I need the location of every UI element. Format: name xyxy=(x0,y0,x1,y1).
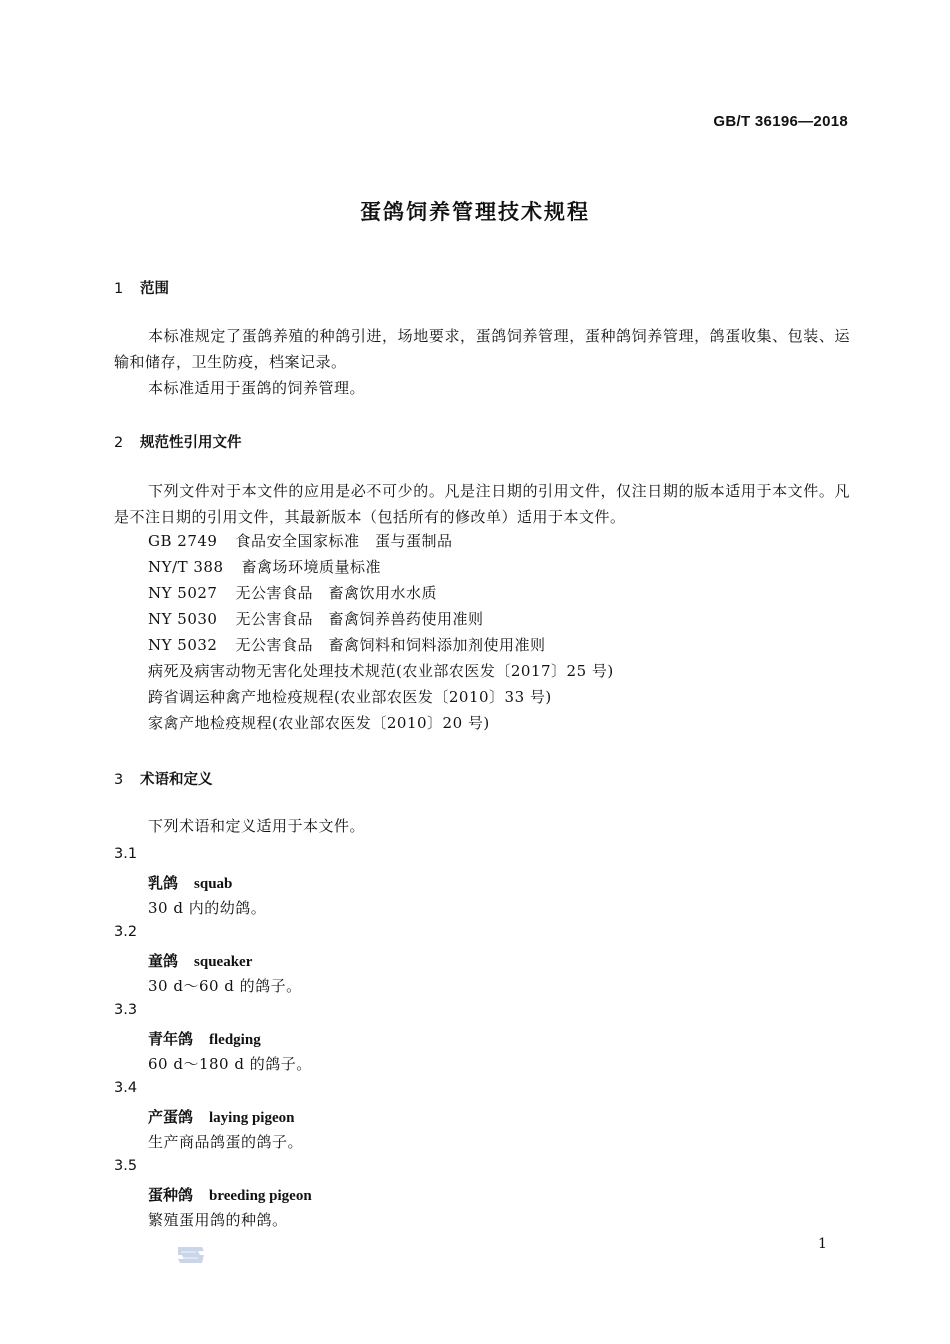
term-heading xyxy=(148,872,232,893)
section-number: 1 xyxy=(114,281,124,297)
term-number: 3.5 xyxy=(114,1158,138,1174)
reference-item xyxy=(148,530,452,551)
reference-item xyxy=(148,608,484,629)
term-number: 3.4 xyxy=(114,1080,138,1096)
term-number: 3.2 xyxy=(114,924,138,940)
section-2-paragraph: 下列文件对于本文件的应用是必不可少的。凡是注日期的引用文件，仅注日期的版本适用于本文件。凡是不注日期的引用文件，其最新版本（包括所有的修改单）适用于本文件。 xyxy=(114,482,850,526)
term-heading xyxy=(148,1106,294,1127)
term-heading xyxy=(148,1028,261,1049)
term-chinese: 童鸽 xyxy=(148,952,179,970)
reference-item xyxy=(148,634,546,655)
reference-code: NY 5027 xyxy=(148,584,218,602)
term-chinese: 青年鸽 xyxy=(148,1030,194,1048)
section-3-intro: 下列术语和定义适用于本文件。 xyxy=(148,817,366,835)
section-number: 3 xyxy=(114,772,124,788)
reference-document: 跨省调运种禽产地检疫规程(农业部农医发〔2010〕33 号) xyxy=(148,688,552,706)
term-english: breeding pigeon xyxy=(209,1188,312,1204)
section-1-paragraph-2: 本标准适用于蛋鸽的饲养管理。 xyxy=(148,379,366,397)
term-number: 3.1 xyxy=(114,846,138,862)
reference-code: NY/T 388 xyxy=(148,558,224,576)
reference-title: 畜禽场环境质量标准 xyxy=(241,558,381,576)
term-heading xyxy=(148,950,252,971)
reference-item xyxy=(148,582,437,603)
section-title: 范围 xyxy=(140,281,169,297)
document-title: 蛋鸽饲养管理技术规程 xyxy=(360,200,590,224)
section-number: 2 xyxy=(114,435,124,451)
term-definition: 60 d～180 d 的鸽子。 xyxy=(148,1055,312,1073)
term-english: fledging xyxy=(209,1032,261,1048)
term-definition: 30 d 内的幼鸽。 xyxy=(148,899,267,917)
sac-logo-icon xyxy=(176,1244,206,1266)
section-1-paragraph-1: 本标准规定了蛋鸽养殖的种鸽引进，场地要求，蛋鸽饲养管理，蛋种鸽饲养管理，鸽蛋收集、包装、运输和储存，卫生防疫，档案记录。 xyxy=(114,327,850,371)
section-1-heading xyxy=(114,277,169,298)
term-chinese: 产蛋鸽 xyxy=(148,1108,194,1126)
reference-title: 无公害食品 畜禽饮用水水质 xyxy=(235,584,437,602)
term-definition: 生产商品鸽蛋的鸽子。 xyxy=(148,1133,304,1151)
term-english: laying pigeon xyxy=(209,1110,295,1126)
reference-title: 无公害食品 畜禽饲料和饲料添加剂使用准则 xyxy=(235,636,546,654)
term-english: squeaker xyxy=(194,954,253,970)
standard-code: GB/T 36196—2018 xyxy=(713,113,848,130)
term-heading xyxy=(148,1184,312,1205)
section-3-heading xyxy=(114,768,213,789)
term-definition: 繁殖蛋用鸽的种鸽。 xyxy=(148,1211,288,1229)
reference-code: NY 5032 xyxy=(148,636,218,654)
page-number: 1 xyxy=(818,1236,827,1252)
section-title: 术语和定义 xyxy=(140,772,213,788)
term-english: squab xyxy=(194,876,233,892)
term-definition: 30 d～60 d 的鸽子。 xyxy=(148,977,302,995)
term-number: 3.3 xyxy=(114,1002,138,1018)
reference-document: 病死及病害动物无害化处理技术规范(农业部农医发〔2017〕25 号) xyxy=(148,662,614,680)
reference-code: GB 2749 xyxy=(148,532,218,550)
reference-document: 家禽产地检疫规程(农业部农医发〔2010〕20 号) xyxy=(148,714,490,732)
reference-title: 无公害食品 畜禽饲养兽药使用准则 xyxy=(235,610,484,628)
reference-code: NY 5030 xyxy=(148,610,218,628)
section-title: 规范性引用文件 xyxy=(140,435,242,451)
reference-title: 食品安全国家标准 蛋与蛋制品 xyxy=(235,532,453,550)
term-chinese: 乳鸽 xyxy=(148,874,179,892)
section-2-heading xyxy=(114,431,242,452)
reference-item xyxy=(148,556,381,577)
term-chinese: 蛋种鸽 xyxy=(148,1186,194,1204)
